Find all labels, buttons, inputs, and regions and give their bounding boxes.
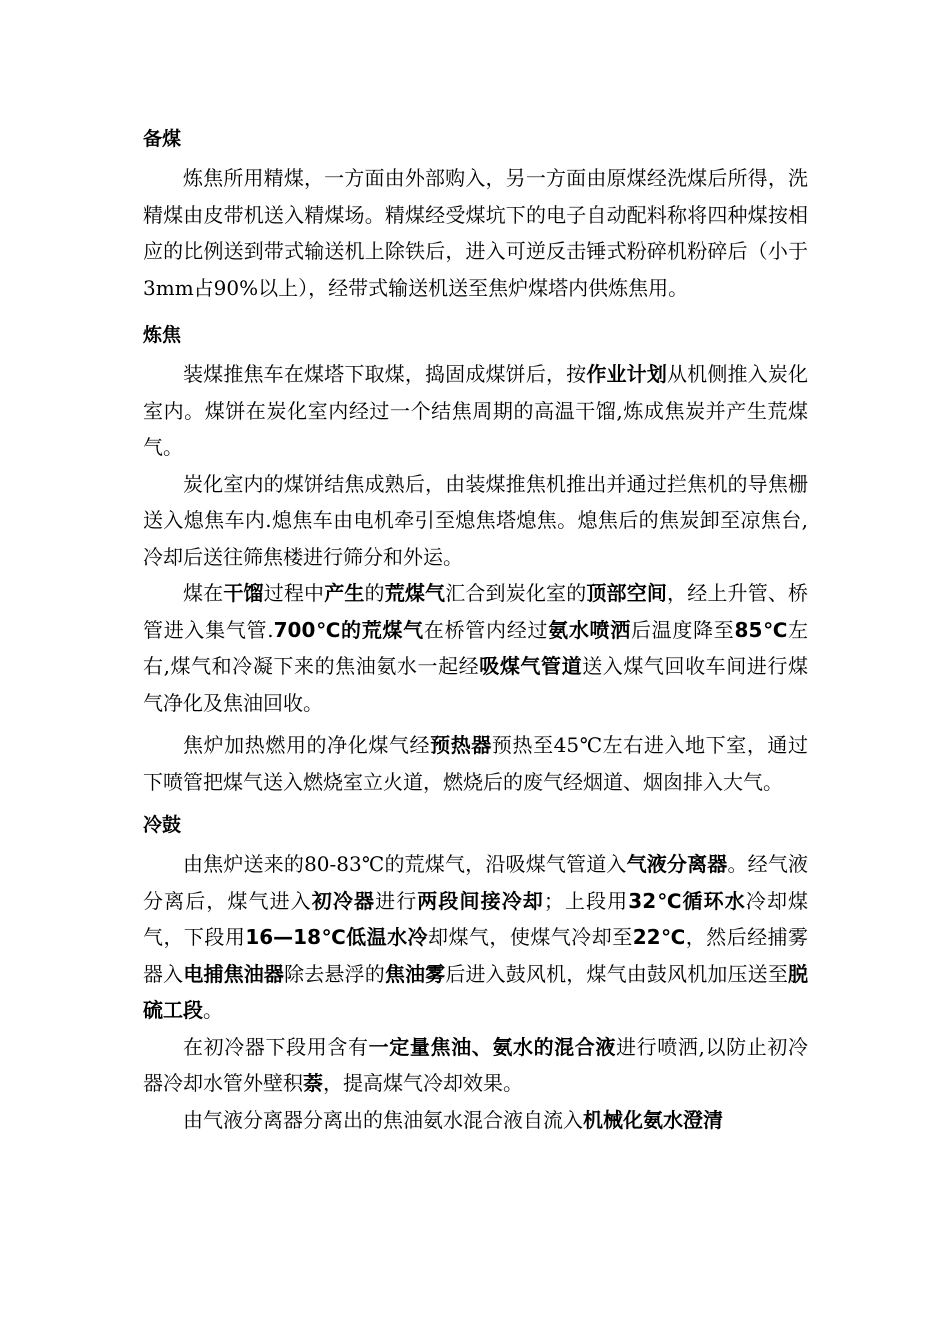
text-run: 汇合到炭化室的	[445, 581, 587, 605]
bold-term: 荒煤气	[384, 581, 446, 605]
text-run: 炭化室内的煤饼结焦成熟后，由装煤推焦机推出并通过拦焦机的导焦栅送入熄焦车内.熄焦车由电机牵引至熄焦塔熄焦。熄焦后的焦炭卸至凉焦台,冷却后送往筛焦楼进行筛分和外运。	[143, 471, 808, 569]
bold-term: 焦油雾	[384, 961, 446, 986]
text-run: ，然后经捕雾器入	[143, 925, 809, 986]
bold-term: 初冷器	[311, 888, 376, 913]
text-run: 在初冷器下段用含有	[183, 1034, 369, 1059]
text-run: ，提高煤气冷却效果。	[323, 1071, 523, 1095]
bold-term: 干馏	[223, 581, 264, 605]
bold-term: 脱硫工段	[143, 961, 808, 1022]
bold-term: 32℃循环水	[628, 888, 746, 913]
text-run: 。经气液分离后，煤气进入	[143, 852, 809, 913]
text-run: 过程中	[263, 581, 325, 605]
text-run: 煤在	[183, 581, 224, 605]
paragraph	[143, 1029, 808, 1102]
bold-term: 85℃	[734, 617, 789, 642]
text-run: 左右,煤气和冷凝下来的焦油氨水一起经	[143, 617, 809, 678]
text-run: 却煤气，使煤气冷却至	[428, 925, 633, 949]
text-run: 在桥管内经过	[423, 617, 549, 642]
text-run: 炼焦所用精煤，一方面由外部购入，另一方面由原煤经洗煤后所得，洗精煤由皮带机送入精煤场。精煤经受煤坑下的电子自动配料称将四种煤按相应的比例送到带式输送机上除铁后，进入可逆反击锤式粉碎机粉碎后（小于3mm占90%以上），经带式输送机送至焦炉煤塔内供炼焦用。	[143, 166, 808, 300]
bold-term: 产生	[324, 581, 365, 605]
text-run: 除去悬浮的	[284, 961, 385, 986]
bold-term: 22℃	[632, 925, 686, 949]
text-run: 焦炉加热燃用的净化煤气经	[183, 733, 431, 757]
bold-term: 一定量焦油、氨水的混合液	[368, 1034, 617, 1059]
paragraph	[143, 356, 808, 466]
bold-term: 机械化氨水澄清	[583, 1107, 723, 1132]
paragraph	[143, 466, 808, 576]
text-run: 预热至45℃左右进入地下室，通过下喷管把煤气送入燃烧室立火道，燃烧后的废气经烟道、烟囱排入大气。	[143, 733, 809, 794]
paragraph	[143, 575, 808, 721]
paragraph	[143, 727, 808, 800]
text-run: 。	[203, 998, 223, 1022]
bold-term: 16—18℃低温水冷	[245, 925, 429, 949]
bold-term: 吸煤气管道	[479, 654, 583, 678]
bold-term: 顶部空间	[586, 581, 668, 605]
text-run: 送入煤气回收车间进行煤气净化及焦油回收。	[143, 654, 809, 715]
bold-term: 电捕焦油器	[183, 961, 285, 986]
text-run: 由气液分离器分离出的焦油氨水混合液自流入	[183, 1107, 583, 1132]
bold-term: 两段间接冷却	[417, 888, 544, 913]
text-run: 从机侧推入炭化室内。煤饼在炭化室内经过一个结焦周期的高温干馏,炼成焦炭并产生荒煤气。	[143, 362, 809, 459]
text-run: 装煤推焦车在煤塔下取煤，捣固成煤饼后，按	[183, 362, 587, 386]
paragraph	[143, 1102, 808, 1139]
text-run: 进行喷洒,以防止初冷器冷却水管外壁积	[143, 1034, 809, 1095]
text-run: ；上段用	[543, 888, 629, 913]
bold-term: 氨水喷洒	[548, 617, 631, 642]
text-run: 的	[364, 581, 385, 605]
bold-term: 700℃的荒煤气	[273, 617, 424, 642]
section-heading-coal-prep: 备煤	[143, 128, 182, 150]
text-run: 后温度降至	[630, 617, 735, 642]
paragraph	[143, 160, 808, 306]
text-run: ，经上升管、桥管进入集气管.	[143, 581, 809, 642]
bold-term: 预热器	[430, 733, 492, 757]
document-body	[143, 118, 808, 1138]
bold-term: 作业计划	[586, 362, 668, 386]
bold-term: 萘	[303, 1071, 323, 1095]
text-run: 冷却煤气，下段用	[143, 888, 809, 949]
paragraph	[143, 846, 808, 1029]
text-run: 由焦炉送来的80-83℃的荒煤气，沿吸煤气管道入	[183, 852, 627, 876]
section-heading-cooling-blower: 冷鼓	[143, 814, 182, 836]
bold-term: 气液分离器	[626, 852, 728, 876]
section-heading-coking: 炼焦	[143, 324, 182, 346]
text-run: 进行	[375, 888, 418, 913]
text-run: 后进入鼓风机，煤气由鼓风机加压送至	[445, 961, 788, 986]
